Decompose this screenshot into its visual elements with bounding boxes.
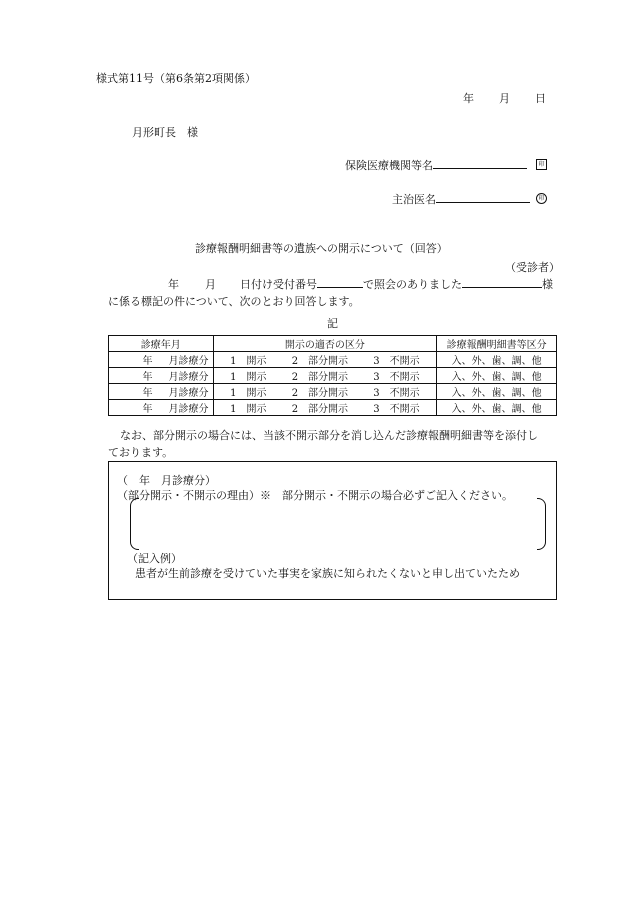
- header-period: 診療年月: [109, 336, 214, 352]
- addressee: 月形町長 様: [132, 126, 198, 139]
- row-month: 月診療分: [168, 388, 209, 399]
- row-doc-types[interactable]: 入、外、歯、調、他: [437, 384, 557, 400]
- header-doc-type: 診療報酬明細書等区分: [437, 336, 557, 352]
- row-year: 年: [142, 388, 153, 399]
- row-year: 年: [142, 356, 153, 367]
- page-title: 診療報酬明細書等の遺族への開示について（回答）: [195, 242, 448, 255]
- reason-bracket-left: [130, 498, 139, 550]
- dated-receipt-label: 日付け受付番号: [240, 278, 317, 291]
- row-month: 月診療分: [168, 372, 209, 383]
- row-month: 月診療分: [168, 404, 209, 415]
- receipt-number-blank[interactable]: [317, 276, 363, 288]
- box-reason-label: （部分開示・不開示の理由）※ 部分開示・不開示の場合必ずご記入ください。: [117, 489, 513, 502]
- doctor-seal: 印: [536, 193, 547, 204]
- reason-bracket-right: [537, 498, 546, 550]
- option-partial[interactable]: 2 部分開示: [291, 372, 349, 383]
- row-year: 年: [142, 404, 153, 415]
- row-doc-types[interactable]: 入、外、歯、調、他: [437, 368, 557, 384]
- option-partial[interactable]: 2 部分開示: [291, 404, 349, 415]
- row-year: 年: [142, 372, 153, 383]
- doctor-row: [392, 191, 530, 207]
- row-doc-types[interactable]: 入、外、歯、調、他: [437, 352, 557, 368]
- note-line1: なお、部分開示の場合には、当該不開示部分を消し込んだ診療報酬明細書等を添付し: [120, 429, 538, 442]
- disclosure-table: [108, 335, 557, 416]
- option-disclose[interactable]: 1 開示: [230, 388, 267, 399]
- option-partial[interactable]: 2 部分開示: [291, 356, 349, 367]
- table-row: [109, 352, 557, 368]
- table-header-row: [109, 336, 557, 352]
- body-line2: に係る標記の件について、次のとおり回答します。: [108, 295, 360, 308]
- table-row: [109, 400, 557, 416]
- option-nondisclose[interactable]: 3 不開示: [373, 388, 420, 399]
- institution-row: [345, 157, 527, 173]
- inquiry-label: で照会のありました: [363, 278, 462, 291]
- date-year: 年: [463, 92, 474, 105]
- box-example-label: （記入例）: [127, 552, 182, 565]
- form-number: 様式第11号（第6条第2項関係）: [96, 72, 256, 85]
- date-month: 月: [499, 92, 510, 105]
- option-disclose[interactable]: 1 開示: [230, 372, 267, 383]
- box-period: （ 年 月診療分）: [117, 474, 216, 487]
- option-disclose[interactable]: 1 開示: [230, 404, 267, 415]
- header-disclosure: 開示の適否の区分: [213, 336, 437, 352]
- patient-label: （受診者）: [505, 261, 560, 274]
- box-example-text: 患者が生前診療を受けていた事実を家族に知られたくないと申し出ていたため: [135, 567, 520, 580]
- option-partial[interactable]: 2 部分開示: [291, 388, 349, 399]
- patient-name-blank[interactable]: [462, 276, 542, 288]
- ki-heading: 記: [327, 317, 338, 330]
- institution-label: 保険医療機関等名: [345, 159, 433, 172]
- body-receipt-row: [240, 276, 553, 292]
- option-disclose[interactable]: 1 開示: [230, 356, 267, 367]
- reason-input-area[interactable]: [142, 502, 532, 544]
- institution-name-blank[interactable]: [433, 157, 527, 169]
- table-row: [109, 384, 557, 400]
- table-row: [109, 368, 557, 384]
- date-day: 日: [535, 92, 546, 105]
- note-line2: ております。: [108, 446, 174, 459]
- body-year: 年: [168, 278, 179, 291]
- institution-seal: 印: [536, 159, 547, 170]
- option-nondisclose[interactable]: 3 不開示: [373, 356, 420, 367]
- row-doc-types[interactable]: 入、外、歯、調、他: [437, 400, 557, 416]
- option-nondisclose[interactable]: 3 不開示: [373, 404, 420, 415]
- option-nondisclose[interactable]: 3 不開示: [373, 372, 420, 383]
- doctor-label: 主治医名: [392, 193, 436, 206]
- row-month: 月診療分: [168, 356, 209, 367]
- sama-label: 様: [542, 278, 553, 291]
- doctor-name-blank[interactable]: [436, 191, 530, 203]
- body-month: 月: [205, 278, 216, 291]
